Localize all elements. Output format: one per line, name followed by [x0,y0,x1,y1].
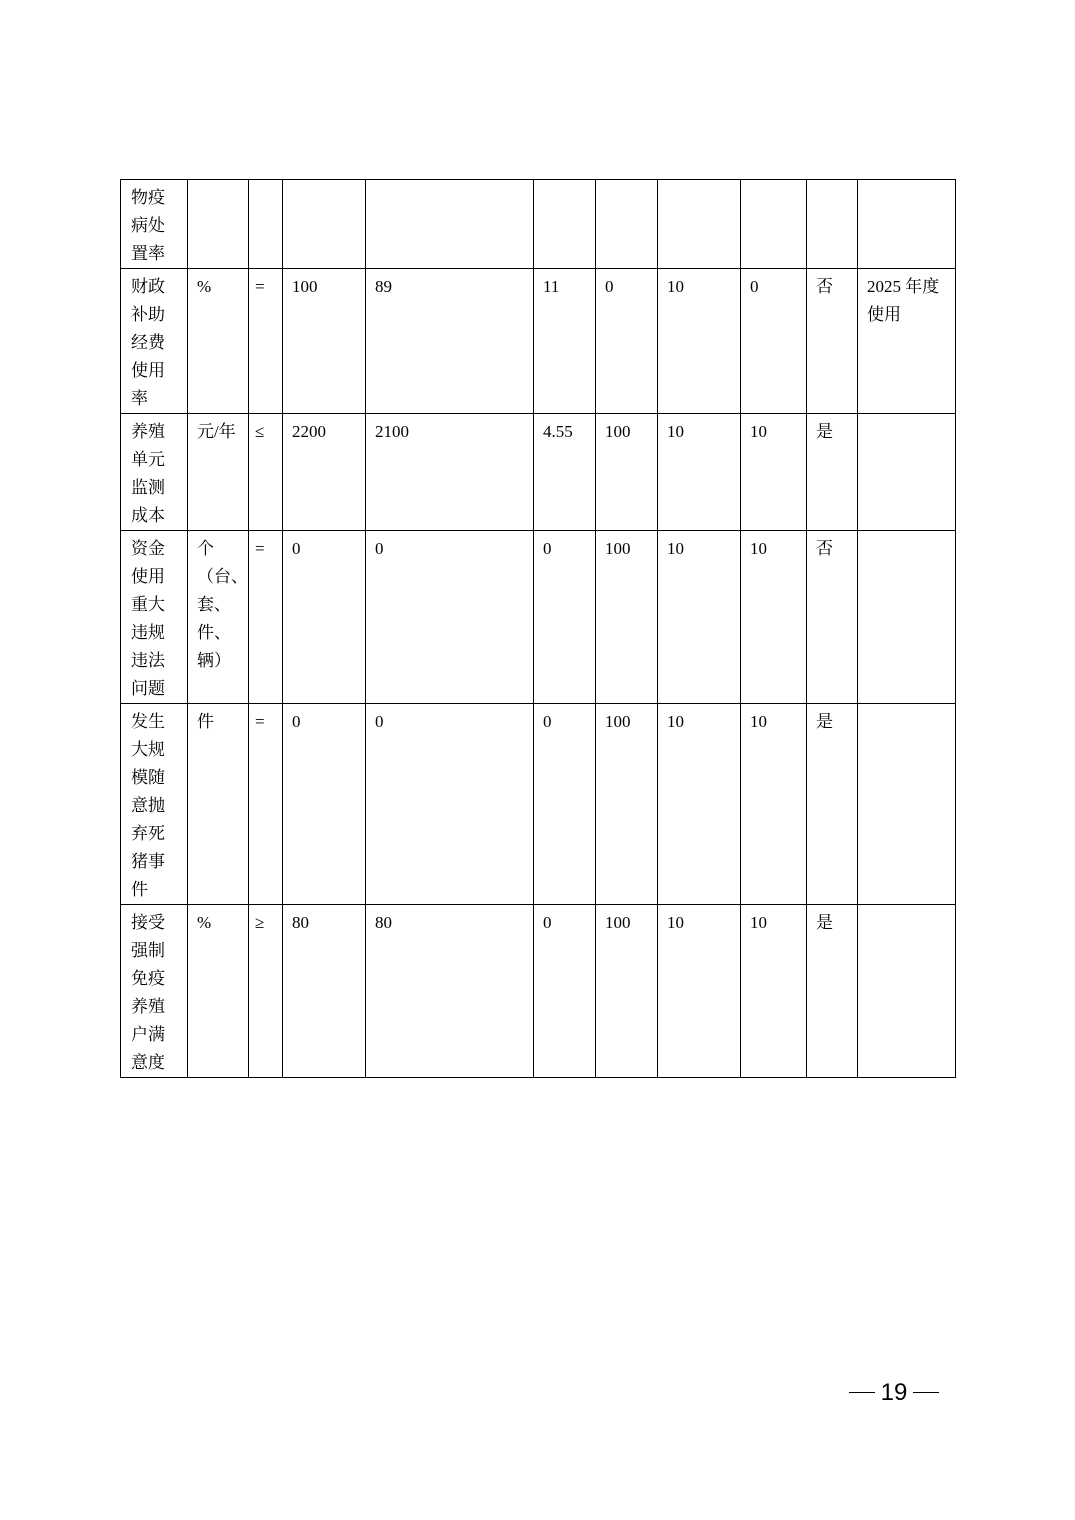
table-row [121,269,956,414]
indicator-table [120,179,956,1078]
target-value: 80 [283,905,366,1078]
table-row [121,180,956,269]
score-rate-value: 0 [596,269,658,414]
unit-cell: 个（台、套、件、辆） [188,531,249,704]
page-number-dash-right [913,1392,939,1393]
remark-cell: 2025 年度使用 [858,269,956,414]
weight-value: 10 [658,704,741,905]
deviation-value: 0 [534,531,596,704]
unit-cell: % [188,905,249,1078]
achieved-flag: 否 [807,531,858,704]
achieved-flag: 是 [807,905,858,1078]
page-number [838,1377,950,1409]
score-rate-value: 100 [596,704,658,905]
deviation-value: 0 [534,704,596,905]
indicator-name: 养殖单元监测成本 [121,414,188,531]
unit-cell [188,180,249,269]
unit-cell: % [188,269,249,414]
deviation-value: 11 [534,269,596,414]
remark-cell [858,905,956,1078]
indicator-name: 财政补助经费使用率 [121,269,188,414]
target-value: 0 [283,704,366,905]
deviation-value [534,180,596,269]
remark-cell [858,531,956,704]
actual-value [366,180,534,269]
operator-cell: = [249,531,283,704]
actual-value: 0 [366,531,534,704]
remark-cell [858,704,956,905]
indicator-name: 资金使用重大违规违法问题 [121,531,188,704]
operator-cell: ≥ [249,905,283,1078]
remark-cell [858,180,956,269]
actual-value: 2100 [366,414,534,531]
unit-cell: 元/年 [188,414,249,531]
operator-cell [249,180,283,269]
page-number-value: 19 [880,1379,908,1406]
deviation-value: 0 [534,905,596,1078]
weight-value [658,180,741,269]
achieved-flag: 是 [807,414,858,531]
score-value: 10 [741,414,807,531]
table-row [121,414,956,531]
operator-cell: ≤ [249,414,283,531]
page-number-dash-left [849,1392,875,1393]
indicator-name: 发生大规模随意抛弃死猪事件 [121,704,188,905]
score-value: 0 [741,269,807,414]
table-row [121,905,956,1078]
score-rate-value: 100 [596,531,658,704]
actual-value: 0 [366,704,534,905]
actual-value: 89 [366,269,534,414]
score-value: 10 [741,905,807,1078]
target-value: 100 [283,269,366,414]
target-value: 0 [283,531,366,704]
achieved-flag: 是 [807,704,858,905]
achieved-flag [807,180,858,269]
deviation-value: 4.55 [534,414,596,531]
operator-cell: = [249,704,283,905]
score-rate-value [596,180,658,269]
indicator-name: 物疫病处置率 [121,180,188,269]
table-row [121,704,956,905]
score-value: 10 [741,704,807,905]
weight-value: 10 [658,269,741,414]
score-rate-value: 100 [596,414,658,531]
remark-cell [858,414,956,531]
table-row [121,531,956,704]
target-value [283,180,366,269]
score-rate-value: 100 [596,905,658,1078]
unit-cell: 件 [188,704,249,905]
weight-value: 10 [658,531,741,704]
score-value [741,180,807,269]
weight-value: 10 [658,414,741,531]
target-value: 2200 [283,414,366,531]
weight-value: 10 [658,905,741,1078]
achieved-flag: 否 [807,269,858,414]
indicator-name: 接受强制免疫养殖户满意度 [121,905,188,1078]
operator-cell: = [249,269,283,414]
actual-value: 80 [366,905,534,1078]
score-value: 10 [741,531,807,704]
